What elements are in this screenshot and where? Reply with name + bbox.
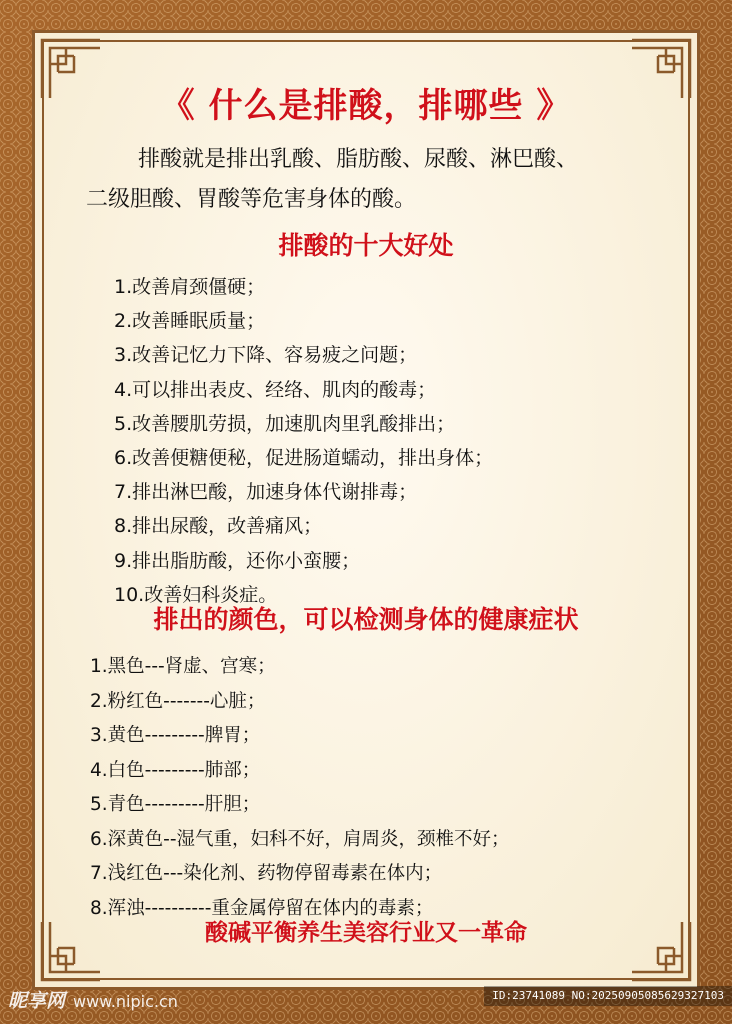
list-item: 5.青色---------肝胆； — [90, 794, 261, 815]
watermark — [8, 986, 178, 1013]
list-item: 2.粉红色-------心脏； — [90, 690, 266, 712]
colors-list — [90, 650, 510, 926]
image-id-label: ID:23741089 NO:20250905085629327103 — [484, 986, 732, 1006]
list-item: 3.改善记忆力下降、容易疲之问题； — [114, 344, 418, 367]
list-item: 6.改善便糖便秘，促进肠道蠕动，排出身体； — [114, 446, 494, 469]
intro-paragraph — [86, 140, 676, 220]
section-heading-colors: 排出的颜色，可以检测身体的健康症状 — [153, 605, 579, 634]
benefits-list — [114, 270, 493, 612]
list-item: 3.黄色---------脾胃； — [90, 725, 261, 746]
list-item: 4.可以排出表皮、经络、肌肉的酸毒； — [114, 378, 437, 401]
list-item: 8.排出尿酸，改善痛风； — [114, 515, 323, 538]
list-item: 9.排出脂肪酸，还你小蛮腰； — [114, 549, 361, 572]
section-heading-benefits: 排酸的十大好处 — [278, 231, 454, 260]
list-item: 1.黑色---肾虚、宫寒； — [90, 656, 276, 677]
list-item: 7.浅红色---染化剂、药物停留毒素在体内； — [90, 863, 443, 884]
page-title: 《 什么是排酸，排哪些 》 — [160, 86, 572, 126]
list-item: 8.浑浊----------重金属停留在体内的毒素； — [90, 897, 434, 919]
list-item: 6.深黄色--湿气重，妇科不好，肩周炎，颈椎不好； — [90, 828, 510, 850]
list-item: 5.改善腰肌劳损，加速肌肉里乳酸排出； — [114, 412, 456, 435]
footer-slogan: 酸碱平衡养生美容行业又一革命 — [205, 920, 527, 946]
intro-line: 二级胆酸、胃酸等危害身体的酸。 — [86, 187, 417, 212]
watermark-brand: 昵享网 — [8, 990, 66, 1012]
list-item: 10.改善妇科炎症。 — [114, 583, 278, 606]
list-item: 4.白色---------肺部； — [90, 759, 261, 781]
list-item: 7.排出淋巴酸，加速身体代谢排毒； — [114, 481, 418, 504]
list-item: 2.改善睡眠质量； — [114, 310, 266, 333]
watermark-url: www.nipic.cn — [73, 992, 178, 1011]
list-item: 1.改善肩颈僵硬； — [114, 276, 266, 298]
intro-line: 排酸就是排出乳酸、脂肪酸、尿酸、淋巴酸、 — [138, 147, 579, 172]
